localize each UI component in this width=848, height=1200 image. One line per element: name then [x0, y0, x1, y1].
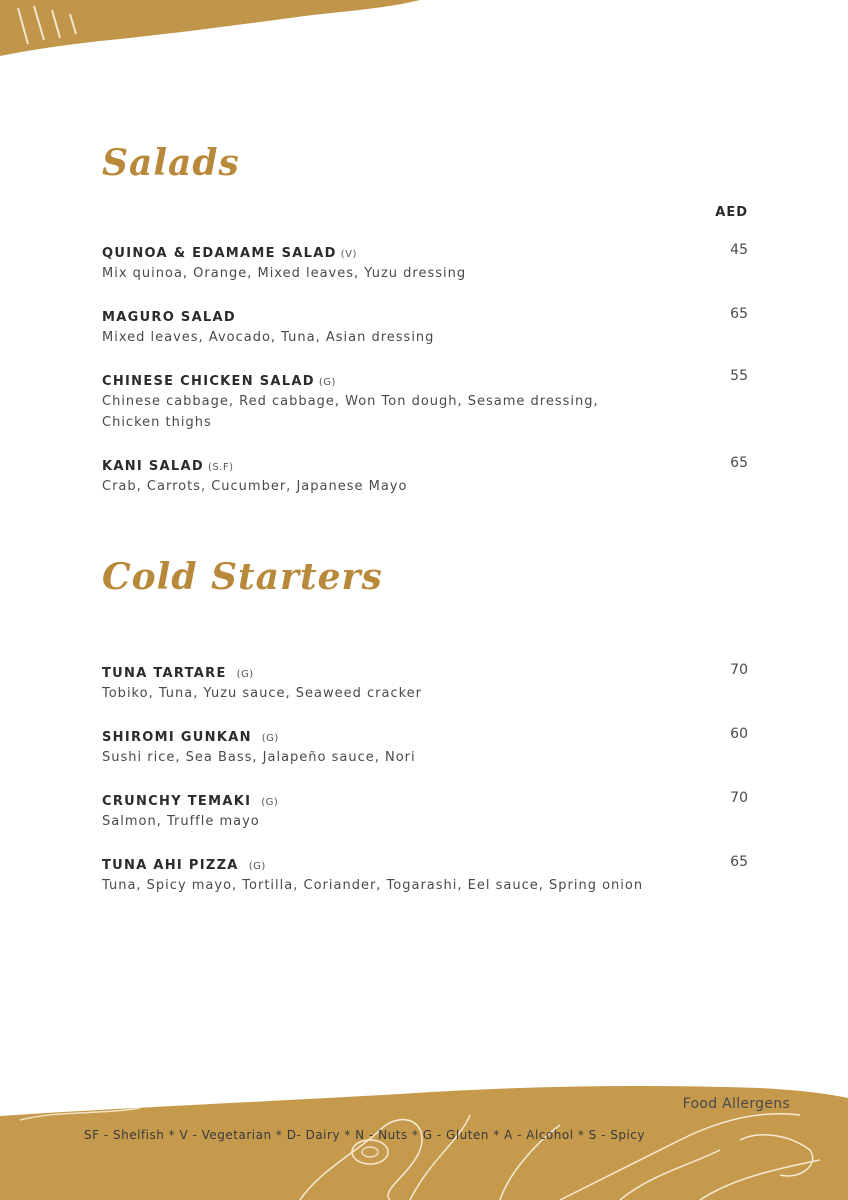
item-name: SHIROMI GUNKAN [102, 730, 252, 745]
section-title-salads: Salads [102, 142, 240, 184]
item-name: CRUNCHY TEMAKI [102, 794, 252, 809]
menu-item [102, 790, 748, 832]
item-tag: (G) [236, 669, 254, 680]
section-title-cold-starters: Cold Starters [102, 556, 383, 598]
menu-item [102, 306, 748, 348]
top-brush-decoration [0, 0, 420, 60]
item-tag: (G) [318, 377, 336, 388]
item-name: QUINOA & EDAMAME SALAD [102, 246, 337, 261]
item-price: 45 [730, 242, 748, 258]
menu-item [102, 854, 748, 896]
item-tag: (G) [261, 733, 279, 744]
item-description: Tobiko, Tuna, Yuzu sauce, Seaweed cracker [102, 686, 423, 701]
item-description: Sushi rice, Sea Bass, Jalapeño sauce, Nori [102, 750, 416, 765]
item-tag: (S.F) [207, 462, 234, 473]
item-name: CHINESE CHICKEN SALAD [102, 374, 315, 389]
item-name: KANI SALAD [102, 459, 204, 474]
item-tag: (G) [248, 861, 266, 872]
allergen-legend: SF - Shelfish * V - Vegetarian * D- Dairy * N - Nuts * G - Gluten * A - Alcohol * S - Spicy [84, 1128, 646, 1142]
item-description: Salmon, Truffle mayo [102, 814, 260, 829]
item-name: MAGURO SALAD [102, 310, 236, 325]
item-price: 65 [730, 854, 748, 870]
item-tag: (G) [261, 797, 279, 808]
item-tag: (V) [340, 249, 357, 260]
menu-item [102, 370, 748, 433]
item-name: TUNA TARTARE [102, 666, 227, 681]
item-price: 60 [730, 726, 748, 742]
item-description: Mixed leaves, Avocado, Tuna, Asian dressing [102, 330, 435, 345]
item-description: Crab, Carrots, Cucumber, Japanese Mayo [102, 479, 408, 494]
currency-label: AED [715, 205, 748, 220]
item-description: Mix quinoa, Orange, Mixed leaves, Yuzu dressing [102, 266, 467, 281]
item-price: 55 [730, 368, 748, 384]
menu-item [102, 455, 748, 497]
menu-item [102, 242, 748, 284]
item-name: TUNA AHI PIZZA [102, 858, 239, 873]
item-price: 70 [730, 790, 748, 806]
item-price: 65 [730, 455, 748, 471]
menu-item [102, 662, 748, 704]
food-allergens-title: Food Allergens [682, 1096, 790, 1112]
item-price: 70 [730, 662, 748, 678]
item-description: Chinese cabbage, Red cabbage, Won Ton dough, Sesame dressing, Chicken thighs [102, 394, 599, 430]
menu-item [102, 726, 748, 768]
item-price: 65 [730, 306, 748, 322]
item-description: Tuna, Spicy mayo, Tortilla, Coriander, Togarashi, Eel sauce, Spring onion [102, 878, 644, 893]
